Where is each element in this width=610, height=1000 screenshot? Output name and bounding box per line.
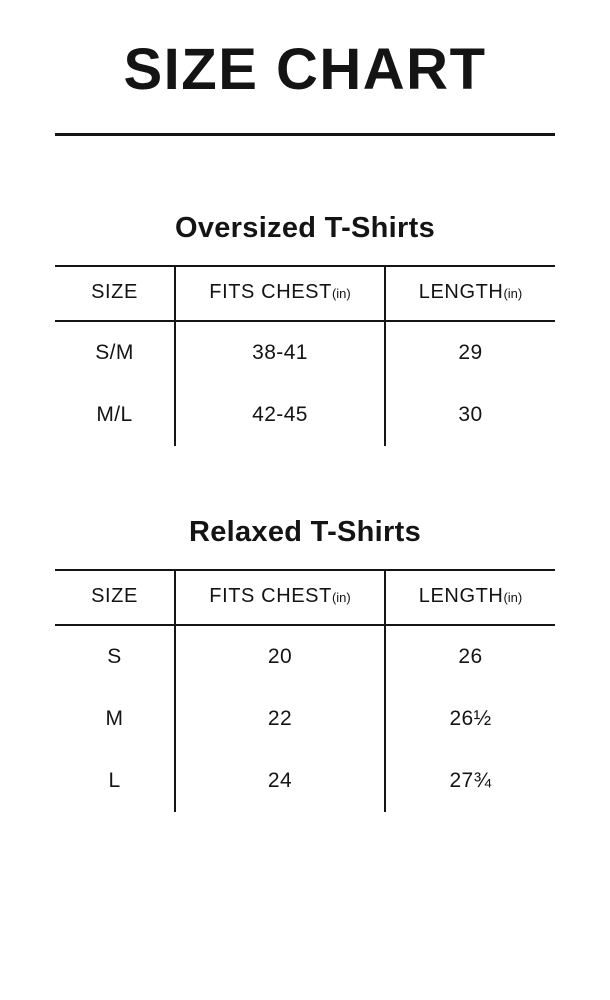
- cell-chest: 24: [175, 750, 385, 812]
- table-row: [55, 384, 555, 446]
- cell-length: 26: [385, 625, 555, 688]
- cell-size: M/L: [96, 402, 133, 426]
- column-header-chest-unit: (in): [331, 589, 351, 605]
- column-header-chest-unit: (in): [331, 285, 351, 301]
- column-header-chest-label: FITS CHEST: [209, 280, 332, 303]
- column-header-length-label: LENGTH: [418, 584, 504, 607]
- column-header-length-unit: (in): [503, 589, 523, 605]
- column-header-size: [55, 266, 175, 321]
- table-header: [55, 266, 555, 321]
- cell-chest: 20: [175, 625, 385, 688]
- column-header-length-label: LENGTH: [418, 280, 504, 303]
- section-heading: Oversized T-Shirts: [174, 211, 436, 244]
- cell-length: 29: [385, 321, 555, 384]
- column-header-size-label: SIZE: [91, 280, 138, 303]
- section-oversized-tshirts: [55, 136, 555, 446]
- cell-size: M: [105, 706, 124, 730]
- cell-chest: 42-45: [175, 384, 385, 446]
- cell-length: 27¾: [385, 750, 555, 812]
- table-row: [55, 625, 555, 688]
- table-row: [55, 321, 555, 384]
- cell-length: 26½: [385, 688, 555, 750]
- cell-size: L: [108, 768, 121, 792]
- section-relaxed-tshirts: [55, 446, 555, 812]
- column-header-size-label: SIZE: [91, 584, 138, 607]
- table-header-row: [55, 266, 555, 321]
- table-body: [55, 321, 555, 446]
- table-header-row: [55, 570, 555, 625]
- table-row: [55, 688, 555, 750]
- table-header: [55, 570, 555, 625]
- cell-size: S: [107, 644, 122, 668]
- column-header-chest: [175, 570, 385, 625]
- cell-length: 30: [385, 384, 555, 446]
- cell-chest: 38-41: [175, 321, 385, 384]
- column-header-chest: [175, 266, 385, 321]
- page-title: SIZE CHART: [123, 37, 487, 102]
- table-body: [55, 625, 555, 812]
- size-table-oversized: [55, 265, 555, 446]
- column-header-size: [55, 570, 175, 625]
- column-header-length: [385, 266, 555, 321]
- size-table-relaxed: [55, 569, 555, 812]
- column-header-chest-label: FITS CHEST: [209, 584, 332, 607]
- cell-size: S/M: [95, 340, 134, 364]
- column-header-length-unit: (in): [503, 285, 523, 301]
- section-heading: Relaxed T-Shirts: [188, 515, 422, 548]
- cell-chest: 22: [175, 688, 385, 750]
- column-header-length: [385, 570, 555, 625]
- table-row: [55, 750, 555, 812]
